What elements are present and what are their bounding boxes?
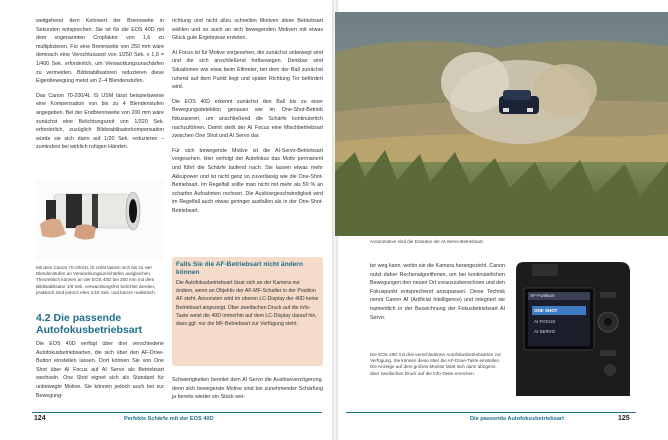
lens-photo (36, 180, 164, 260)
tip-box-body: Die Autofokusbetriebsart lässt sich an der Kamera nur ändern, wenn an Objektiv der AF-MF-Schalter in der Position AF steht. Ansonsten wird im oberen LC-Display der 40D keine Betriebsart angezeigt. Über zweifachen Druck auf die Info-Taste weist die 40D immerhin auf dem LC-Display darauf hin, dass ggf. nur die MF-Betriebsart zur Verfügung steht. (176, 280, 319, 328)
paragraph: weitgehend dem Kehrwert der Brennweite in Sekunden entsprechen. Sie ist für die EOS 40D mit dem sogenannten Cropfaktor von 1,6 zu multiplizieren. Für eine Brennweite von 250 mm wäre demnach eine Verschlusszeit von 1/250 Sek. x 1,6 = 1/400 Sek. erforderlich, um Verwacklungsunschärfen zu vermeiden. Bildstabilisatoren reduzieren diese Eigenbewegung meist um 2–4 Blendenstufen. (36, 18, 164, 85)
paragraph: Die EOS 40D erkennt zunächst den Ball bis zu einer Bewegungsdetektion genauso wie im One-Shot-Betrieb fokussieren, um anschließend die Schärfe kontinuierlich nachzuführen. Damit stellt der AI Focus eine Mischbetriebsart zwischen One Shot und AI Servo dar. (172, 98, 323, 140)
lcd-option-ai-focus: AI FOCUS (534, 319, 556, 324)
page-number-left: 124 (34, 415, 46, 422)
lens-illustration (36, 180, 164, 260)
paragraph: AI Focus ist für Motive vorgesehen, die zunächst unbewegt sind und die sich anschließend fortbewegen. Denkbar sind Situationen wie etwa beim Elfmeter, bei dem der Ball zunächst ruhend auf dem Punkt liegt und später Richtung Tor befördert wird. (172, 49, 323, 91)
tip-box (172, 257, 323, 366)
footer-line-left (32, 412, 322, 413)
paragraph: Das Canon 70-200/4L IS USM lässt beispielsweise eine Kompensation von bis zu 4 Blendenstufen angegeben. Bei der Endbrennweite von 200 mm wäre zunächst eine Belichtungszeit von 1/320 Sek. erforderlich, zuzüglich Bildstabilisatorkompensation würde sie sich dann auf 1/20 Sek. reduzieren – zumindest bei wirklich ruhigen Händen. (36, 92, 164, 151)
action-photo (335, 12, 668, 236)
car-splash-illustration (335, 12, 668, 236)
lcd-option-ai-servo: AI SERVO (534, 329, 556, 334)
paragraph: richtung und nicht allzu schnellen Motiven diese Betriebsart wählen und so auch an sich bewegenden Motiven mit etwas Glück gute Ergebnisse erzielen. (172, 18, 323, 42)
page-number-right: 125 (618, 415, 630, 422)
running-footer-left: Perfekte Schärfe mit der EOS 40D (124, 416, 214, 422)
camera-photo (510, 258, 635, 400)
action-photo-caption: Actionmotive sind die Domäne der AI-Servo-Betriebsart. (370, 239, 484, 244)
left-col1-text (36, 17, 164, 152)
right-body-text: ter weg kann, wohin sie die Kamera herangezieht. Canon nutzt daher Rechenalgorithmen, um bei kontinuierlichen Bewegungen den neuen Ort vorauszuberechnen und den Fokuspunkt entsprechend anzupassen. Diese Technik nennt Canon AI (Artificial Intelligence) und integriert sie namentlich in der Bezeichnung der Fokusbetriebsart AI Servo. (370, 263, 505, 321)
lcd-title: AF-Funktion (530, 293, 555, 298)
left-col2-bottom-text: Schwierigkeiten bereitet dem AI Servo die Auslöseverzögerung, denn sich bewegende Motive sind bei zunehmender Schärfung ja bereits wieder ein Stück wei- (172, 377, 323, 401)
camera-photo-caption: Die EOS 40D mit drei verschiedenen Autofokusbetriebsarten zur Verfügung. Sie können diese über die AF-Drive-Taste einstellen. Die Anzeige auf dem großen Monitor lässt sich dann übrigens über zweifachen Druck auf die Info-Taste erreichen. (370, 352, 501, 376)
paragraph: Für sich bewegende Motive ist die AI-Servo-Betriebsart vorgesehen. Hier verfolgt der Autofokus das Motiv permanent und führt die Schärfe laufend nach. Sie lassen etwas mehr Akkupower und ist nicht ganz so zuverlässig wie die One-Shot-Betriebsart. Im Regelfall sollte man nicht mit mehr als 50 % an scharfen Aufnahmen rechnen. Die Auslösegeschwindigkeit wird im Regelfall auch etwas geringer ausfallen als in der One-Shot-Betriebsart. (172, 147, 323, 214)
lens-photo-caption: Mit dem Canon 70-200/4L IS USM lassen sich bis zu vier Blendenstufen an Verwacklungsunschärfen ausgleichen. Theoretisch können an der EOS 40D bei 200 mm mit dem Bildstabilisator 1/8 Sek. verwacklungsfrei belichtet werden, praktisch sind jedoch eher 1/15 Sek. und kürzer realistisch. (36, 265, 157, 295)
camera-back-illustration (510, 258, 635, 400)
left-col1-bottom-text: Die EOS 40D verfügt über drei verschiedene Autofokusbetriebsarten, die sich über den AF-Drive-Button einstellen lassen. Dort können Sie von One Shot über AI Focus auf AI Servo als Betriebsart wechseln. One Shot eignet sich als Standard für unbewegte Motive. Sie können jedoch auch bei zur Bewegung- (36, 341, 164, 399)
section-heading: 4.2 Die passende Autofokusbetriebsart (36, 312, 143, 336)
lcd-option-one-shot: ONE SHOT (534, 308, 558, 313)
running-footer-right: Die passende Autofokusbetriebsart (470, 416, 564, 422)
tip-box-title: Falls Sie die AF-Betriebsart nicht ändern können (176, 261, 303, 277)
footer-line-right (346, 412, 636, 413)
left-col2-text (172, 17, 323, 215)
